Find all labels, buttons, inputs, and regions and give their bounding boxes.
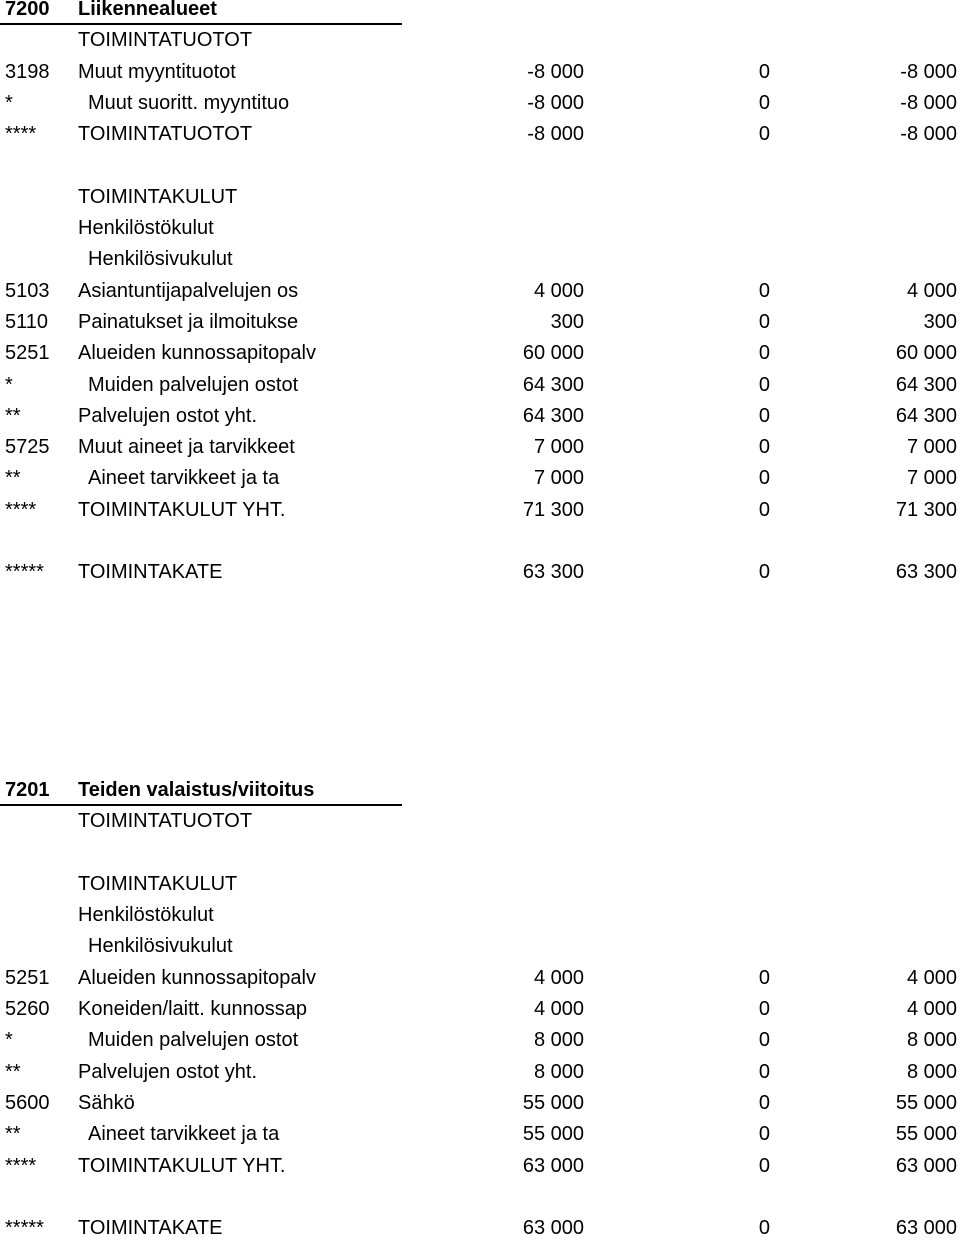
account-label: Muut aineet ja tarvikkeet	[78, 436, 295, 459]
account-code: ****	[5, 498, 37, 521]
value-total: 71 300	[895, 498, 957, 521]
value-change: 0	[758, 404, 770, 427]
account-label: Aineet tarvikkeet ja ta	[88, 467, 280, 490]
value-change: 0	[758, 561, 770, 584]
account-code: *	[5, 373, 13, 396]
value-total: 64 300	[895, 373, 957, 396]
account-label: TOIMINTAKATE	[78, 561, 223, 584]
table-row	[0, 432, 960, 463]
value-budget: 63 000	[522, 1154, 584, 1177]
value-change: 0	[758, 123, 770, 146]
account-code: 5260	[5, 998, 50, 1021]
value-total: 4 000	[906, 966, 957, 989]
value-change: 0	[758, 467, 770, 490]
value-budget: 8 000	[533, 1060, 584, 1083]
value-budget: 55 000	[522, 1091, 584, 1114]
value-total: 55 000	[895, 1123, 957, 1146]
value-total: 63 000	[895, 1154, 957, 1177]
account-label: Alueiden kunnossapitopalv	[78, 966, 316, 989]
account-code: *	[5, 91, 13, 114]
table-row	[0, 1088, 960, 1119]
value-change: 0	[758, 436, 770, 459]
account-code: **	[5, 467, 21, 490]
table-row	[0, 119, 960, 150]
account-label: Muiden palvelujen ostot	[88, 373, 299, 396]
value-total: 63 300	[895, 561, 957, 584]
value-total: 7 000	[906, 436, 957, 459]
table-row	[0, 869, 960, 900]
value-budget: 8 000	[533, 1029, 584, 1052]
account-code: **	[5, 1060, 21, 1083]
value-budget: 55 000	[522, 1123, 584, 1146]
account-label: Muiden palvelujen ostot	[88, 1029, 299, 1052]
value-budget: 63 300	[522, 561, 584, 584]
account-label: Palvelujen ostot yht.	[78, 1060, 257, 1083]
value-total: -8 000	[900, 123, 957, 146]
value-total: 4 000	[906, 279, 957, 302]
account-label: Henkilöstökulut	[78, 217, 214, 240]
account-code: ****	[5, 123, 37, 146]
value-change: 0	[758, 279, 770, 302]
value-budget: -8 000	[527, 60, 584, 83]
table-row	[0, 25, 960, 56]
account-label: Sähkö	[78, 1091, 135, 1114]
value-change: 0	[758, 1123, 770, 1146]
table-row	[0, 182, 960, 213]
section-title: Teiden valaistus/viitoitus	[78, 779, 315, 801]
value-budget: 64 300	[522, 373, 584, 396]
section-code: 7201	[5, 779, 50, 801]
value-budget: 4 000	[533, 966, 584, 989]
table-row	[0, 1025, 960, 1056]
value-budget: 7 000	[533, 436, 584, 459]
account-code: 5251	[5, 342, 50, 365]
value-budget: 64 300	[522, 404, 584, 427]
account-label: Muut myyntituotot	[78, 60, 236, 83]
value-budget: -8 000	[527, 123, 584, 146]
section-7201	[0, 775, 960, 1244]
table-row	[0, 401, 960, 432]
section-7200	[0, 0, 960, 589]
account-label: Koneiden/laitt. kunnossap	[78, 998, 308, 1021]
account-label: Alueiden kunnossapitopalv	[78, 342, 316, 365]
section-title: Liikennealueet	[78, 0, 217, 20]
value-total: 300	[923, 310, 957, 333]
account-label: TOIMINTAKULUT YHT.	[78, 1154, 286, 1177]
table-row	[0, 1213, 960, 1244]
account-label: TOIMINTAKULUT	[78, 185, 238, 208]
account-code: *****	[5, 1217, 44, 1240]
value-change: 0	[758, 342, 770, 365]
value-total: 63 000	[895, 1217, 957, 1240]
value-change: 0	[758, 1217, 770, 1240]
account-label: Muut suoritt. myyntituo	[88, 91, 290, 114]
value-budget: -8 000	[527, 91, 584, 114]
value-total: 8 000	[906, 1029, 957, 1052]
section-code: 7200	[5, 0, 50, 20]
table-row	[0, 1119, 960, 1150]
section-header	[0, 775, 960, 806]
value-total: 8 000	[906, 1060, 957, 1083]
value-total: -8 000	[900, 91, 957, 114]
account-label: Henkilösivukulut	[88, 935, 233, 958]
account-label: Henkilöstökulut	[78, 904, 214, 927]
table-row	[0, 370, 960, 401]
account-label: TOIMINTAKATE	[78, 1217, 223, 1240]
value-change: 0	[758, 498, 770, 521]
account-code: *****	[5, 561, 44, 584]
account-label: Asiantuntijapalvelujen os	[78, 279, 299, 302]
section-rows	[0, 25, 960, 588]
account-code: 5110	[5, 310, 49, 333]
value-total: -8 000	[900, 60, 957, 83]
value-change: 0	[758, 1060, 770, 1083]
table-row	[0, 213, 960, 244]
table-row	[0, 806, 960, 837]
section-rows	[0, 806, 960, 1244]
value-change: 0	[758, 1029, 770, 1052]
section-header	[0, 0, 960, 25]
value-change: 0	[758, 310, 770, 333]
value-budget: 7 000	[533, 467, 584, 490]
value-total: 4 000	[906, 998, 957, 1021]
account-code: *	[5, 1029, 13, 1052]
account-code: ****	[5, 1154, 37, 1177]
value-change: 0	[758, 998, 770, 1021]
value-change: 0	[758, 1154, 770, 1177]
table-row	[0, 1057, 960, 1088]
table-row	[0, 838, 960, 869]
account-label: TOIMINTATUOTOT	[78, 29, 253, 52]
account-code: 5103	[5, 279, 50, 302]
value-change: 0	[758, 1091, 770, 1114]
account-label: Painatukset ja ilmoitukse	[78, 310, 299, 333]
table-row	[0, 557, 960, 588]
value-budget: 4 000	[533, 998, 584, 1021]
value-change: 0	[758, 91, 770, 114]
account-label: TOIMINTAKULUT YHT.	[78, 498, 286, 521]
table-row	[0, 307, 960, 338]
value-budget: 71 300	[522, 498, 584, 521]
account-label: Aineet tarvikkeet ja ta	[88, 1123, 280, 1146]
value-total: 7 000	[906, 467, 957, 490]
value-total: 55 000	[895, 1091, 957, 1114]
account-label: Palvelujen ostot yht.	[78, 404, 257, 427]
table-row	[0, 994, 960, 1025]
table-row	[0, 963, 960, 994]
table-row	[0, 1182, 960, 1213]
account-label: TOIMINTATUOTOT	[78, 123, 253, 146]
value-budget: 60 000	[522, 342, 584, 365]
table-row	[0, 495, 960, 526]
account-code: **	[5, 404, 21, 427]
table-row	[0, 338, 960, 369]
account-code: **	[5, 1123, 21, 1146]
table-row	[0, 57, 960, 88]
value-total: 64 300	[895, 404, 957, 427]
table-row	[0, 276, 960, 307]
account-code: 5251	[5, 966, 50, 989]
account-label: Henkilösivukulut	[88, 248, 233, 271]
value-change: 0	[758, 60, 770, 83]
table-row	[0, 88, 960, 119]
table-row	[0, 900, 960, 931]
account-code: 3198	[5, 60, 50, 83]
value-budget: 4 000	[533, 279, 584, 302]
value-budget: 300	[550, 310, 584, 333]
table-row	[0, 526, 960, 557]
account-code: 5600	[5, 1091, 50, 1114]
account-label: TOIMINTAKULUT	[78, 872, 238, 895]
value-budget: 63 000	[522, 1217, 584, 1240]
table-row	[0, 931, 960, 962]
table-row	[0, 150, 960, 181]
value-change: 0	[758, 373, 770, 396]
table-row	[0, 244, 960, 275]
account-code: 5725	[5, 436, 50, 459]
table-row	[0, 1151, 960, 1182]
value-change: 0	[758, 966, 770, 989]
value-total: 60 000	[895, 342, 957, 365]
table-row	[0, 463, 960, 494]
account-label: TOIMINTATUOTOT	[78, 810, 253, 833]
